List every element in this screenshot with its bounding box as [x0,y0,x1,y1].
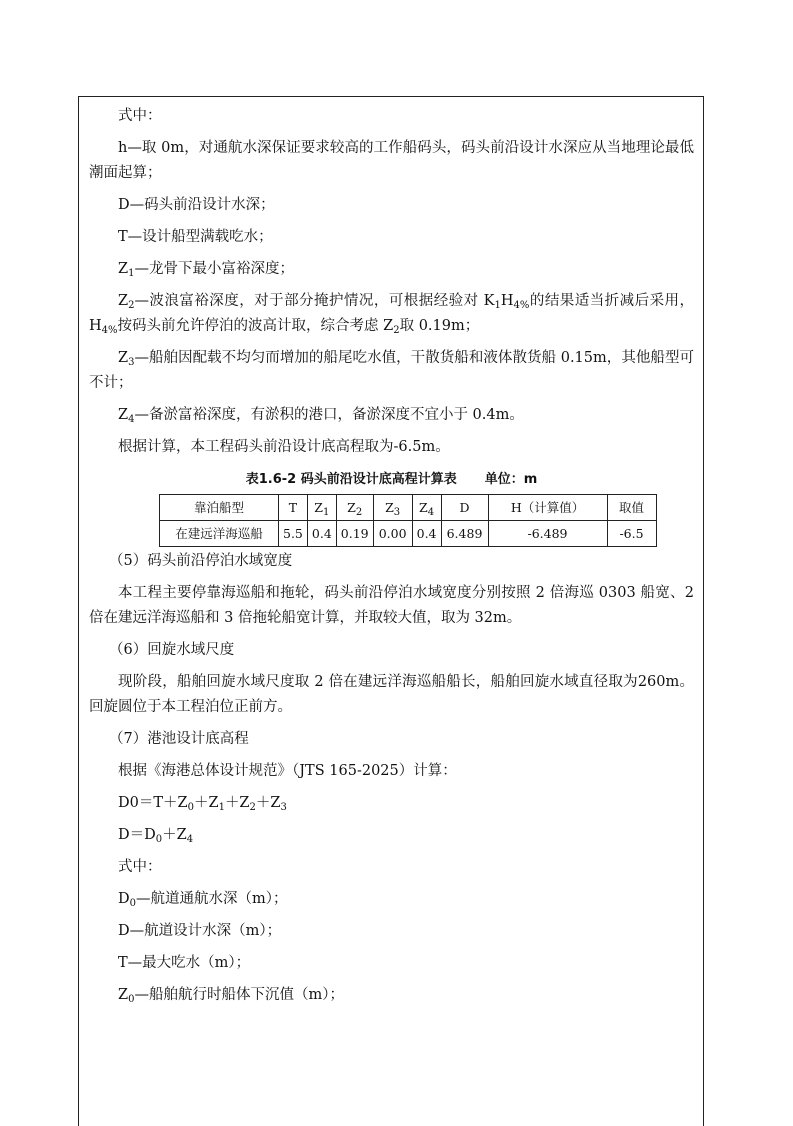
def-t: T—最大吃水（m）； [118,955,251,971]
paragraph-where-2: 式中： [118,859,162,875]
paragraph-result: 根据计算，本工程码头前沿设计底高程取为-6.5m。 [118,439,450,455]
table-header-cell: 取值 [607,495,656,521]
table-caption [89,467,694,492]
paragraph-z3: $Z_3—$船舶因配载不均匀而增加的船尾吃水值，干散货船和液体散货船 0.15m，其他船型可不计； [89,350,694,391]
table-header-cell: D [441,495,488,521]
paragraph-t: T—设计船型满载吃水； [118,229,273,245]
def-d0: $D_0—$航道通航水深（m）； [118,891,288,909]
section7-intro: 根据《海港总体设计规范》（JTS 165-2025）计算： [118,763,457,779]
table-cell: 6.489 [441,521,488,547]
section5-text: 本工程主要停靠海巡船和拖轮，码头前沿停泊水域宽度分别按照 2 倍海巡 0303 船宽、2 倍在建远洋海巡船和 3 倍拖轮船宽计算，并取较大值，取为 32m。 [89,585,694,626]
table-cell: 0.4 [412,521,441,547]
table-header-cell: $Z_3$ [373,495,412,521]
table-title: 表1.6-2 码头前沿设计底高程计算表 [245,472,457,487]
table-cell: 在建远洋海巡船 [160,521,279,547]
paragraph-z4: $Z_4—$备淤富裕深度，有淤积的港口，备淤深度不宜小于 0.4m。 [118,407,524,425]
table-header-row [160,495,657,521]
def-z0: $Z_0—$船舶航行时船体下沉值（m）； [118,987,344,1005]
table-unit: 单位：m [484,472,538,487]
table-header-cell: $Z_4$ [412,495,441,521]
table-header-cell: $Z_2$ [336,495,373,521]
table-header-cell: $Z_1$ [307,495,336,521]
paragraph-d: D—码头前沿设计水深； [118,197,275,213]
def-d: D—航道设计水深（m）； [118,923,282,939]
calc-table [159,494,657,547]
section6-text: 现阶段，船舶回旋水域尺度取 2 倍在建远洋海巡船船长，船舶回旋水域直径取为260m。回旋圆位于本工程泊位正前方。 [89,674,694,715]
table-header-cell: 靠泊船型 [160,495,279,521]
formula-d: $D=D_0+Z_4$ [118,827,194,845]
table-cell: 0.4 [307,521,336,547]
formula-d0: $D0=T+Z_0+Z_1+Z_2+Z_3$ [118,795,287,813]
table-cell: -6.489 [488,521,607,547]
table-header-cell: T [279,495,308,521]
table-row [160,521,657,547]
table-cell: 0.19 [336,521,373,547]
table-header-cell: H（计算值） [488,495,607,521]
table-cell: 0.00 [373,521,412,547]
paragraph-h: h—取 0m，对通航水深保证要求较高的工作船码头，码头前沿设计水深应从当地理论最低潮面起算； [89,140,694,181]
section6-title: （6）回旋水域尺度 [109,642,235,658]
document-body [89,104,694,1015]
paragraph-z2: $Z_2—$波浪富裕深度，对于部分掩护情况，可根据经验对 $K_1H_{4\%}$的结果适当折减后采用，$H_{4\%}$按码头前允许停泊的波高计取，综合考虑 $Z_2$取 0.19m； [89,293,694,336]
paragraph-z1: $Z_1—$龙骨下最小富裕深度； [118,261,294,279]
table-cell: -6.5 [607,521,656,547]
table-cell: 5.5 [279,521,308,547]
section5-title: （5）码头前沿停泊水域宽度 [109,553,293,569]
section7-title: （7）港池设计底高程 [109,731,249,747]
paragraph-where: 式中： [118,108,162,124]
